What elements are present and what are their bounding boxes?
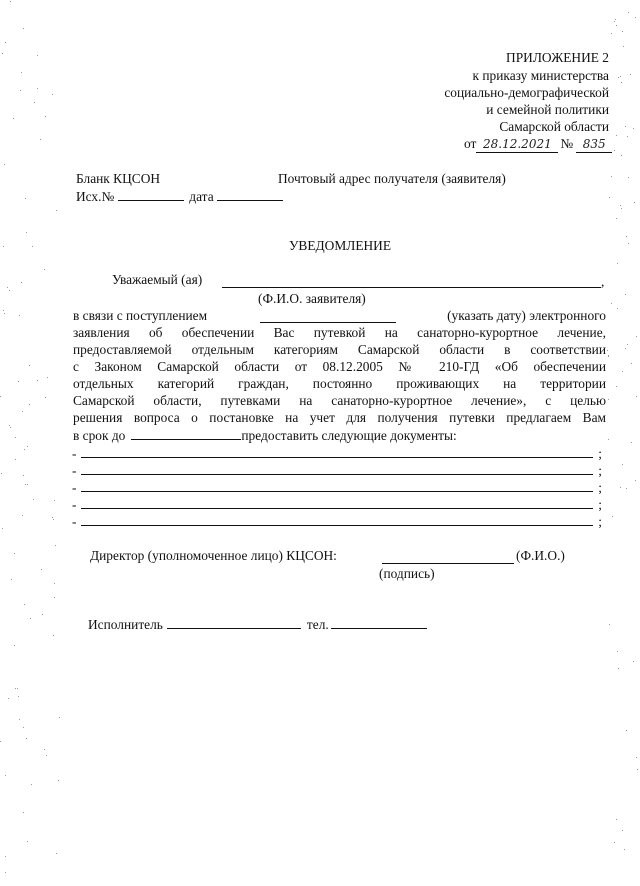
annex-from-prefix: от: [464, 136, 477, 151]
greeting-label: Уважаемый (ая): [112, 272, 203, 287]
scan-speck: [44, 269, 45, 270]
scan-speck: [37, 88, 38, 89]
scan-speck: [622, 464, 623, 465]
item-blank: [81, 508, 593, 509]
scan-speck: [31, 784, 32, 785]
signature-blank: [382, 548, 514, 564]
scan-speck: [9, 425, 10, 426]
scan-speck: [5, 42, 6, 43]
scan-speck: [27, 446, 28, 447]
scan-speck: [52, 517, 53, 518]
scan-speck: [611, 303, 612, 304]
scan-speck: [614, 21, 615, 22]
scan-speck: [636, 336, 637, 337]
item-semicolon: ;: [598, 480, 602, 495]
item-blank: [81, 491, 593, 492]
scan-speck: [622, 371, 623, 372]
scan-speck: [27, 841, 28, 842]
body-line-3: предоставляемой отдельным категориям Самарской области в соответствии: [73, 342, 606, 357]
body-line-1b: (указать дату) электронного: [447, 308, 606, 323]
scan-speck: [17, 688, 18, 689]
scan-speck: [628, 243, 629, 244]
annex-line-1: к приказу министерства: [472, 68, 609, 83]
scan-speck: [616, 25, 617, 26]
item-semicolon: ;: [598, 514, 602, 529]
scan-speck: [30, 618, 31, 619]
item-dash: -: [72, 514, 77, 529]
scan-speck: [52, 94, 53, 95]
scan-speck: [622, 31, 623, 32]
item-semicolon: ;: [598, 497, 602, 512]
scan-speck: [10, 1, 11, 2]
scan-speck: [32, 246, 33, 247]
scan-speck: [616, 218, 617, 219]
deadline-blank: [131, 427, 241, 440]
document-item-line: [72, 480, 602, 496]
body-line-5: отдельных категорий граждан, постоянно проживающих на территории: [73, 376, 606, 391]
scan-speck: [23, 28, 24, 29]
scan-speck: [636, 757, 637, 758]
annex-line-4: Самарской области: [499, 119, 609, 134]
scan-speck: [7, 287, 8, 288]
scan-speck: [4, 313, 5, 314]
scan-speck: [11, 579, 12, 580]
scan-speck: [5, 856, 6, 857]
scan-speck: [10, 427, 11, 428]
scan-speck: [44, 749, 45, 750]
scan-speck: [53, 519, 54, 520]
scan-speck: [620, 487, 621, 488]
scan-speck: [611, 176, 612, 177]
scan-speck: [609, 624, 610, 625]
ref-date-label: дата: [189, 189, 214, 204]
scan-speck: [26, 232, 27, 233]
item-blank: [81, 525, 593, 526]
document-item-line: [72, 497, 602, 513]
body-line-1a: в связи с поступлением: [73, 308, 208, 323]
scan-speck: [59, 717, 60, 718]
annex-title: ПРИЛОЖЕНИЕ 2: [506, 50, 609, 65]
executor-tel-blank: [331, 616, 427, 629]
scan-speck: [633, 661, 634, 662]
scan-speck: [631, 363, 632, 364]
scan-speck: [23, 727, 24, 728]
executor-name-blank: [167, 616, 301, 629]
scan-speck: [15, 459, 16, 460]
body-line-4: с Законом Самарской области от 08.12.2005 № 210-ГД «Об обеспечении: [73, 359, 606, 374]
scan-speck: [636, 396, 637, 397]
scan-speck: [608, 439, 609, 440]
scan-speck: [22, 515, 23, 516]
executor-label: Исполнитель: [88, 617, 163, 632]
scan-speck: [33, 499, 34, 500]
scan-speck: [25, 198, 26, 199]
document-item-line: [72, 514, 602, 530]
scan-speck: [29, 404, 30, 405]
scan-speck: [608, 356, 609, 357]
scan-speck: [627, 344, 628, 345]
scan-speck: [58, 780, 59, 781]
scan-speck: [609, 197, 610, 198]
scan-speck: [608, 399, 609, 400]
scan-speck: [22, 411, 23, 412]
scan-speck: [621, 82, 622, 83]
outgoing-ref: [76, 188, 283, 205]
scan-speck: [21, 282, 22, 283]
scan-speck: [617, 263, 618, 264]
scan-speck: [628, 177, 629, 178]
scan-speck: [9, 290, 10, 291]
scan-speck: [626, 730, 627, 731]
receipt-date-blank: [260, 308, 396, 323]
scan-speck: [27, 484, 28, 485]
scan-speck: [612, 516, 613, 517]
annex-line-3: и семейной политики: [486, 102, 609, 117]
scan-speck: [14, 553, 15, 554]
scan-speck: [627, 136, 628, 137]
fio-caption: (Ф.И.О.): [516, 548, 565, 563]
scan-speck: [15, 688, 16, 689]
executor-tel-label: тел.: [306, 617, 329, 632]
scan-speck: [23, 812, 24, 813]
scan-speck: [621, 208, 622, 209]
scan-speck: [615, 19, 616, 20]
scan-speck: [14, 645, 15, 646]
scan-speck: [4, 164, 5, 165]
item-semicolon: ;: [598, 463, 602, 478]
scan-speck: [19, 719, 20, 720]
item-dash: -: [72, 463, 77, 478]
scan-speck: [625, 348, 626, 349]
scan-speck: [37, 55, 38, 56]
scan-speck: [622, 830, 623, 831]
scan-speck: [45, 397, 46, 398]
item-dash: -: [72, 480, 77, 495]
item-dash: -: [72, 446, 77, 461]
ref-number-blank: [118, 188, 184, 201]
applicant-name-blank: [222, 272, 601, 288]
scan-speck: [2, 53, 3, 54]
scan-speck: [1, 473, 2, 474]
scan-speck: [616, 819, 617, 820]
scan-speck: [34, 102, 35, 103]
body-line-7: решения вопроса о постановке на учет для получения путевки предлагаем Вам: [73, 410, 606, 425]
scan-speck: [46, 755, 47, 756]
item-blank: [81, 457, 593, 458]
blank-label: Бланк КЦСОН: [76, 171, 161, 186]
executor-row: [88, 616, 427, 633]
scan-speck: [631, 442, 632, 443]
deadline-label: в срок до: [73, 428, 126, 443]
scan-speck: [626, 236, 627, 237]
scan-speck: [625, 126, 626, 127]
scan-speck: [616, 386, 617, 387]
scan-speck: [614, 150, 615, 151]
scan-speck: [607, 350, 608, 351]
scan-speck: [54, 597, 55, 598]
signature-caption: (подпись): [379, 566, 435, 581]
document-item-line: [72, 446, 602, 462]
ref-label: Исх.№: [76, 189, 115, 204]
scan-speck: [637, 769, 638, 770]
scan-speck: [635, 480, 636, 481]
scan-speck: [24, 604, 25, 605]
body-line-6: Самарской области, путевками на санаторно-курортное лечение», с целью: [73, 393, 606, 408]
scan-speck: [5, 775, 6, 776]
scan-speck: [42, 614, 43, 615]
scan-speck: [18, 696, 19, 697]
annex-number-handwritten: 835: [576, 136, 612, 153]
scan-speck: [0, 741, 1, 742]
scan-speck: [40, 139, 41, 140]
annex-number-label: №: [560, 136, 574, 151]
scan-speck: [18, 381, 19, 382]
document-item-line: [72, 463, 602, 479]
scan-speck: [630, 74, 631, 75]
scan-speck: [45, 116, 46, 117]
scan-speck: [3, 310, 4, 311]
item-dash: -: [72, 497, 77, 512]
scan-speck: [54, 500, 55, 501]
scan-speck: [26, 738, 27, 739]
scan-speck: [618, 668, 619, 669]
annex-line-2: социально-демографической: [444, 85, 609, 100]
scan-speck: [635, 17, 636, 18]
scan-speck: [625, 294, 626, 295]
document-title: УВЕДОМЛЕНИЕ: [288, 238, 392, 253]
scan-speck: [620, 76, 621, 77]
scan-speck: [13, 118, 14, 119]
scan-speck: [21, 72, 22, 73]
scan-speck: [37, 380, 38, 381]
scan-speck: [3, 246, 4, 247]
scan-speck: [617, 651, 618, 652]
scan-speck: [23, 475, 24, 476]
scan-speck: [19, 315, 20, 316]
greeting-comma: ,: [601, 274, 605, 289]
scan-speck: [5, 872, 6, 873]
scan-speck: [614, 842, 615, 843]
scan-speck: [628, 12, 629, 13]
scan-speck: [621, 155, 622, 156]
scan-speck: [617, 308, 618, 309]
scan-speck: [15, 437, 16, 438]
scan-speck: [624, 849, 625, 850]
scan-speck: [626, 488, 627, 489]
documents-intro: предоставить следующие документы:: [241, 428, 457, 443]
scan-speck: [56, 210, 57, 211]
applicant-name-caption: (Ф.И.О. заявителя): [258, 291, 366, 306]
scan-speck: [55, 545, 56, 546]
scan-speck: [620, 205, 621, 206]
scan-speck: [24, 449, 25, 450]
scan-speck: [611, 33, 612, 34]
scan-speck: [2, 528, 3, 529]
scan-speck: [20, 90, 21, 91]
item-blank: [81, 474, 593, 475]
scan-speck: [623, 46, 624, 47]
scan-speck: [56, 853, 57, 854]
ref-date-blank: [217, 188, 283, 201]
scan-speck: [616, 135, 617, 136]
postal-address-label: Почтовый адрес получателя (заявителя): [278, 171, 506, 186]
scan-speck: [634, 202, 635, 203]
director-label: Директор (уполномоченное лицо) КЦСОН:: [90, 548, 337, 563]
scan-speck: [8, 698, 9, 699]
body-line-2: заявления об обеспечении Вас путевкой на санаторно-курортное лечение,: [73, 325, 606, 340]
scan-speck: [47, 377, 48, 378]
body-line-8: [73, 427, 457, 444]
annex-order-ref: [464, 136, 612, 153]
scan-speck: [41, 569, 42, 570]
scan-speck: [0, 396, 1, 397]
scan-speck: [633, 128, 634, 129]
scan-speck: [54, 583, 55, 584]
annex-date-handwritten: 28.12.2021: [476, 136, 558, 153]
scan-speck: [53, 635, 54, 636]
scan-speck: [618, 77, 619, 78]
scan-speck: [29, 365, 30, 366]
item-semicolon: ;: [598, 446, 602, 461]
